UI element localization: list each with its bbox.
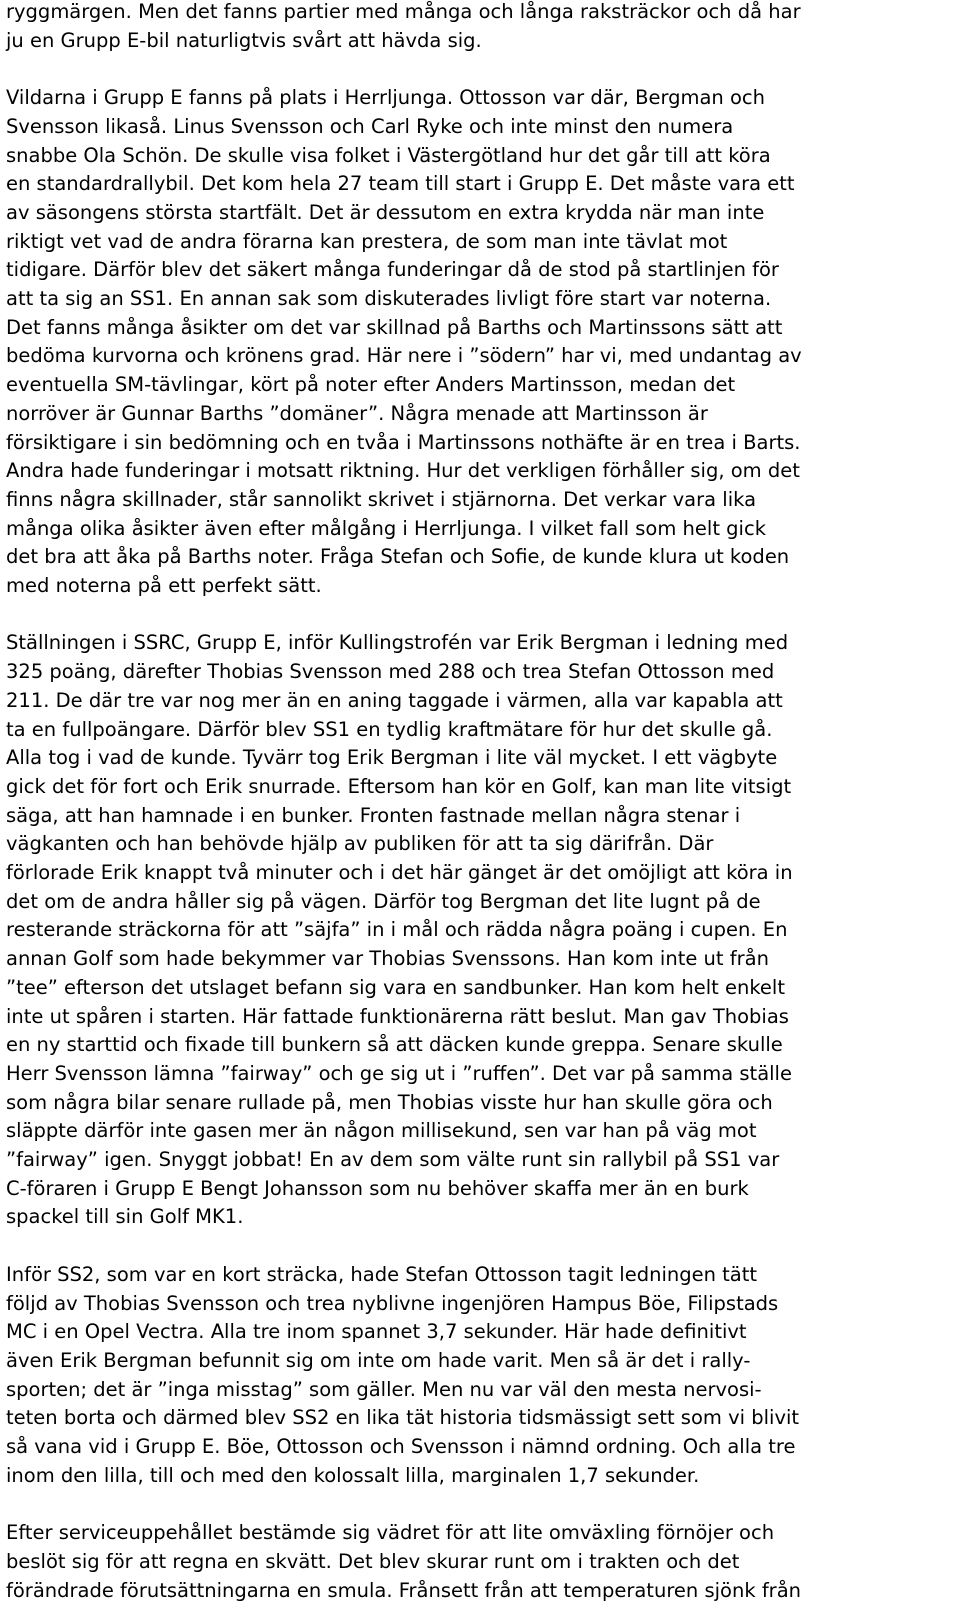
text-line: försiktigare i sin bedömning och en tvåa i Martinssons nothäfte är en trea i Barts. [6,430,801,454]
text-line: riktigt vet vad de andra förarna kan prestera, de som man inte tävlat mot [6,229,728,253]
text-line: gick det för fort och Erik snurrade. Eftersom han kör en Golf, kan man lite vitsigt [6,774,792,798]
text-line: vägkanten och han behövde hjälp av publiken för att ta sig därifrån. Där [6,832,714,856]
text-line: sporten; det är ”inga misstag” som gäller. Men nu var väl den mesta nervosi- [6,1377,762,1401]
text-line: Svensson likaså. Linus Svensson och Carl Ryke och inte minst den numera [6,114,734,138]
text-line: att ta sig an SS1. En annan sak som diskuterades livligt före start var noterna. [6,287,772,310]
text-line: inom den lilla, till och med den kolossalt lilla, marginalen 1,7 sekunder. [6,1463,700,1487]
text-line: snabbe Ola Schön. De skulle visa folket i Västergötland hur det går till att köra [6,143,771,167]
text-line: många olika åsikter även efter målgång i Herrljunga. I vilket fall som helt gick [6,516,766,540]
text-line: ryggmärgen. Men det fanns partier med många och långa raksträckor och då har [6,0,801,23]
text-line: även Erik Bergman befunnit sig om inte om hade varit. Men så är det i rally- [6,1348,751,1372]
text-line: förlorade Erik knappt två minuter och i det här gänget är det omöjligt att köra in [6,861,793,884]
text-line: ”tee” efterson det utslaget befann sig vara en sandbunker. Han kom helt enkelt [6,975,785,999]
text-line: Herr Svensson lämna ”fairway” och ge sig ut i ”ruffen”. Det var på samma ställe [6,1061,792,1085]
text-line: en standardrallybil. Det kom hela 27 team till start i Grupp E. Det måste vara ett [6,172,795,196]
text-line: spackel till sin Golf MK1. [6,1205,244,1229]
text-line: inte ut spåren i starten. Här fattade funktionärerna rätt beslut. Man gav Thobias [6,1004,789,1028]
text-line: följd av Thobias Svensson och trea nyblivne ingenjören Hampus Böe, Filipstads [6,1291,779,1315]
text-line: 325 poäng, därefter Thobias Svensson med 288 och trea Stefan Ottosson med [6,660,775,684]
text-line: norröver är Gunnar Barths ”domäner”. Några menade att Martinsson är [6,401,708,425]
text-line: så vana vid i Grupp E. Böe, Ottosson och Svensson i nämnd ordning. Och alla tre [6,1435,796,1458]
text-line: ”fairway” igen. Snyggt jobbat! En av dem som välte runt sin rallybil på SS1 var [6,1148,780,1171]
text-line: det bra att åka på Barths noter. Fråga Stefan och Sofie, de kunde klura ut koden [6,545,790,569]
text-line: Det fanns många åsikter om det var skillnad på Barths och Martinssons sätt att [6,315,783,339]
text-line: beslöt sig för att regna en skvätt. Det blev skurar runt om i trakten och det [6,1549,740,1573]
text-line: annan Golf som hade bekymmer var Thobias Svenssons. Han kom inte ut från [6,947,769,971]
text-line: bedöma kurvorna och krönens grad. Här nere i ”södern” har vi, med undantag av [6,344,802,368]
text-line: av säsongens största startfält. Det är dessutom en extra krydda när man inte [6,200,765,224]
text-line: finns några skillnader, står sannolikt skrivet i stjärnorna. Det verkar vara lika [6,487,757,511]
text-line: Vildarna i Grupp E fanns på plats i Herrljunga. Ottosson var där, Bergman och [6,86,766,110]
text-line: tidigare. Därför blev det säkert många funderingar då de stod på startlinjen för [6,258,779,282]
text-line: ju en Grupp E-bil naturligtvis svårt att hävda sig. [6,28,482,52]
text-line: en ny starttid och fixade till bunkern så att däcken kunde greppa. Senare skulle [6,1033,783,1057]
text-line: Efter serviceuppehållet bestämde sig vädret för att lite omväxling förnöjer och [6,1521,775,1545]
text-line: säga, att han hamnade i en bunker. Fronten fastnade mellan några stenar i [6,803,741,827]
text-line: det om de andra håller sig på vägen. Därför tog Bergman det lite lugnt på de [6,889,761,913]
text-line: resterande sträckorna för att ”säjfa” in i mål och rädda några poäng i cupen. En [6,918,788,942]
text-line: Inför SS2, som var en kort sträcka, hade Stefan Ottosson tagit ledningen tätt [6,1262,758,1286]
text-line: Alla tog i vad de kunde. Tyvärr tog Erik Bergman i lite väl mycket. I ett vägbyte [6,746,778,770]
text-line: Andra hade funderingar i motsatt riktning. Hur det verkligen förhåller sig, om det [6,459,800,483]
text-line: ta en fullpoängare. Därför blev SS1 en tydlig kraftmätare för hur det skulle gå. [6,717,773,741]
text-line: 211. De där tre var nog mer än en aning taggade i värmen, alla var kapabla att [6,688,783,712]
text-line: som några bilar senare rullade på, men Thobias visste hur han skulle göra och [6,1090,773,1114]
text-line: teten borta och därmed blev SS2 en lika tät historia tidsmässigt sett som vi blivit [6,1406,800,1430]
text-line: C-föraren i Grupp E Bengt Johansson som nu behöver skaffa mer än en burk [6,1176,749,1200]
text-line: förändrade förutsättningarna en smula. Frånsett från att temperaturen sjönk från [6,1578,802,1602]
text-line: MC i en Opel Vectra. Alla tre inom spannet 3,7 sekunder. Här hade definitivt [6,1320,747,1344]
text-line: släppte därför inte gasen mer än någon millisekund, sen var han på väg mot [6,1119,757,1143]
text-line: Ställningen i SSRC, Grupp E, inför Kullingstrofén var Erik Bergman i ledning med [6,631,789,655]
text-line: med noterna på ett perfekt sätt. [6,574,322,597]
text-line: eventuella SM-tävlingar, kört på noter efter Anders Martinsson, medan det [6,373,736,397]
